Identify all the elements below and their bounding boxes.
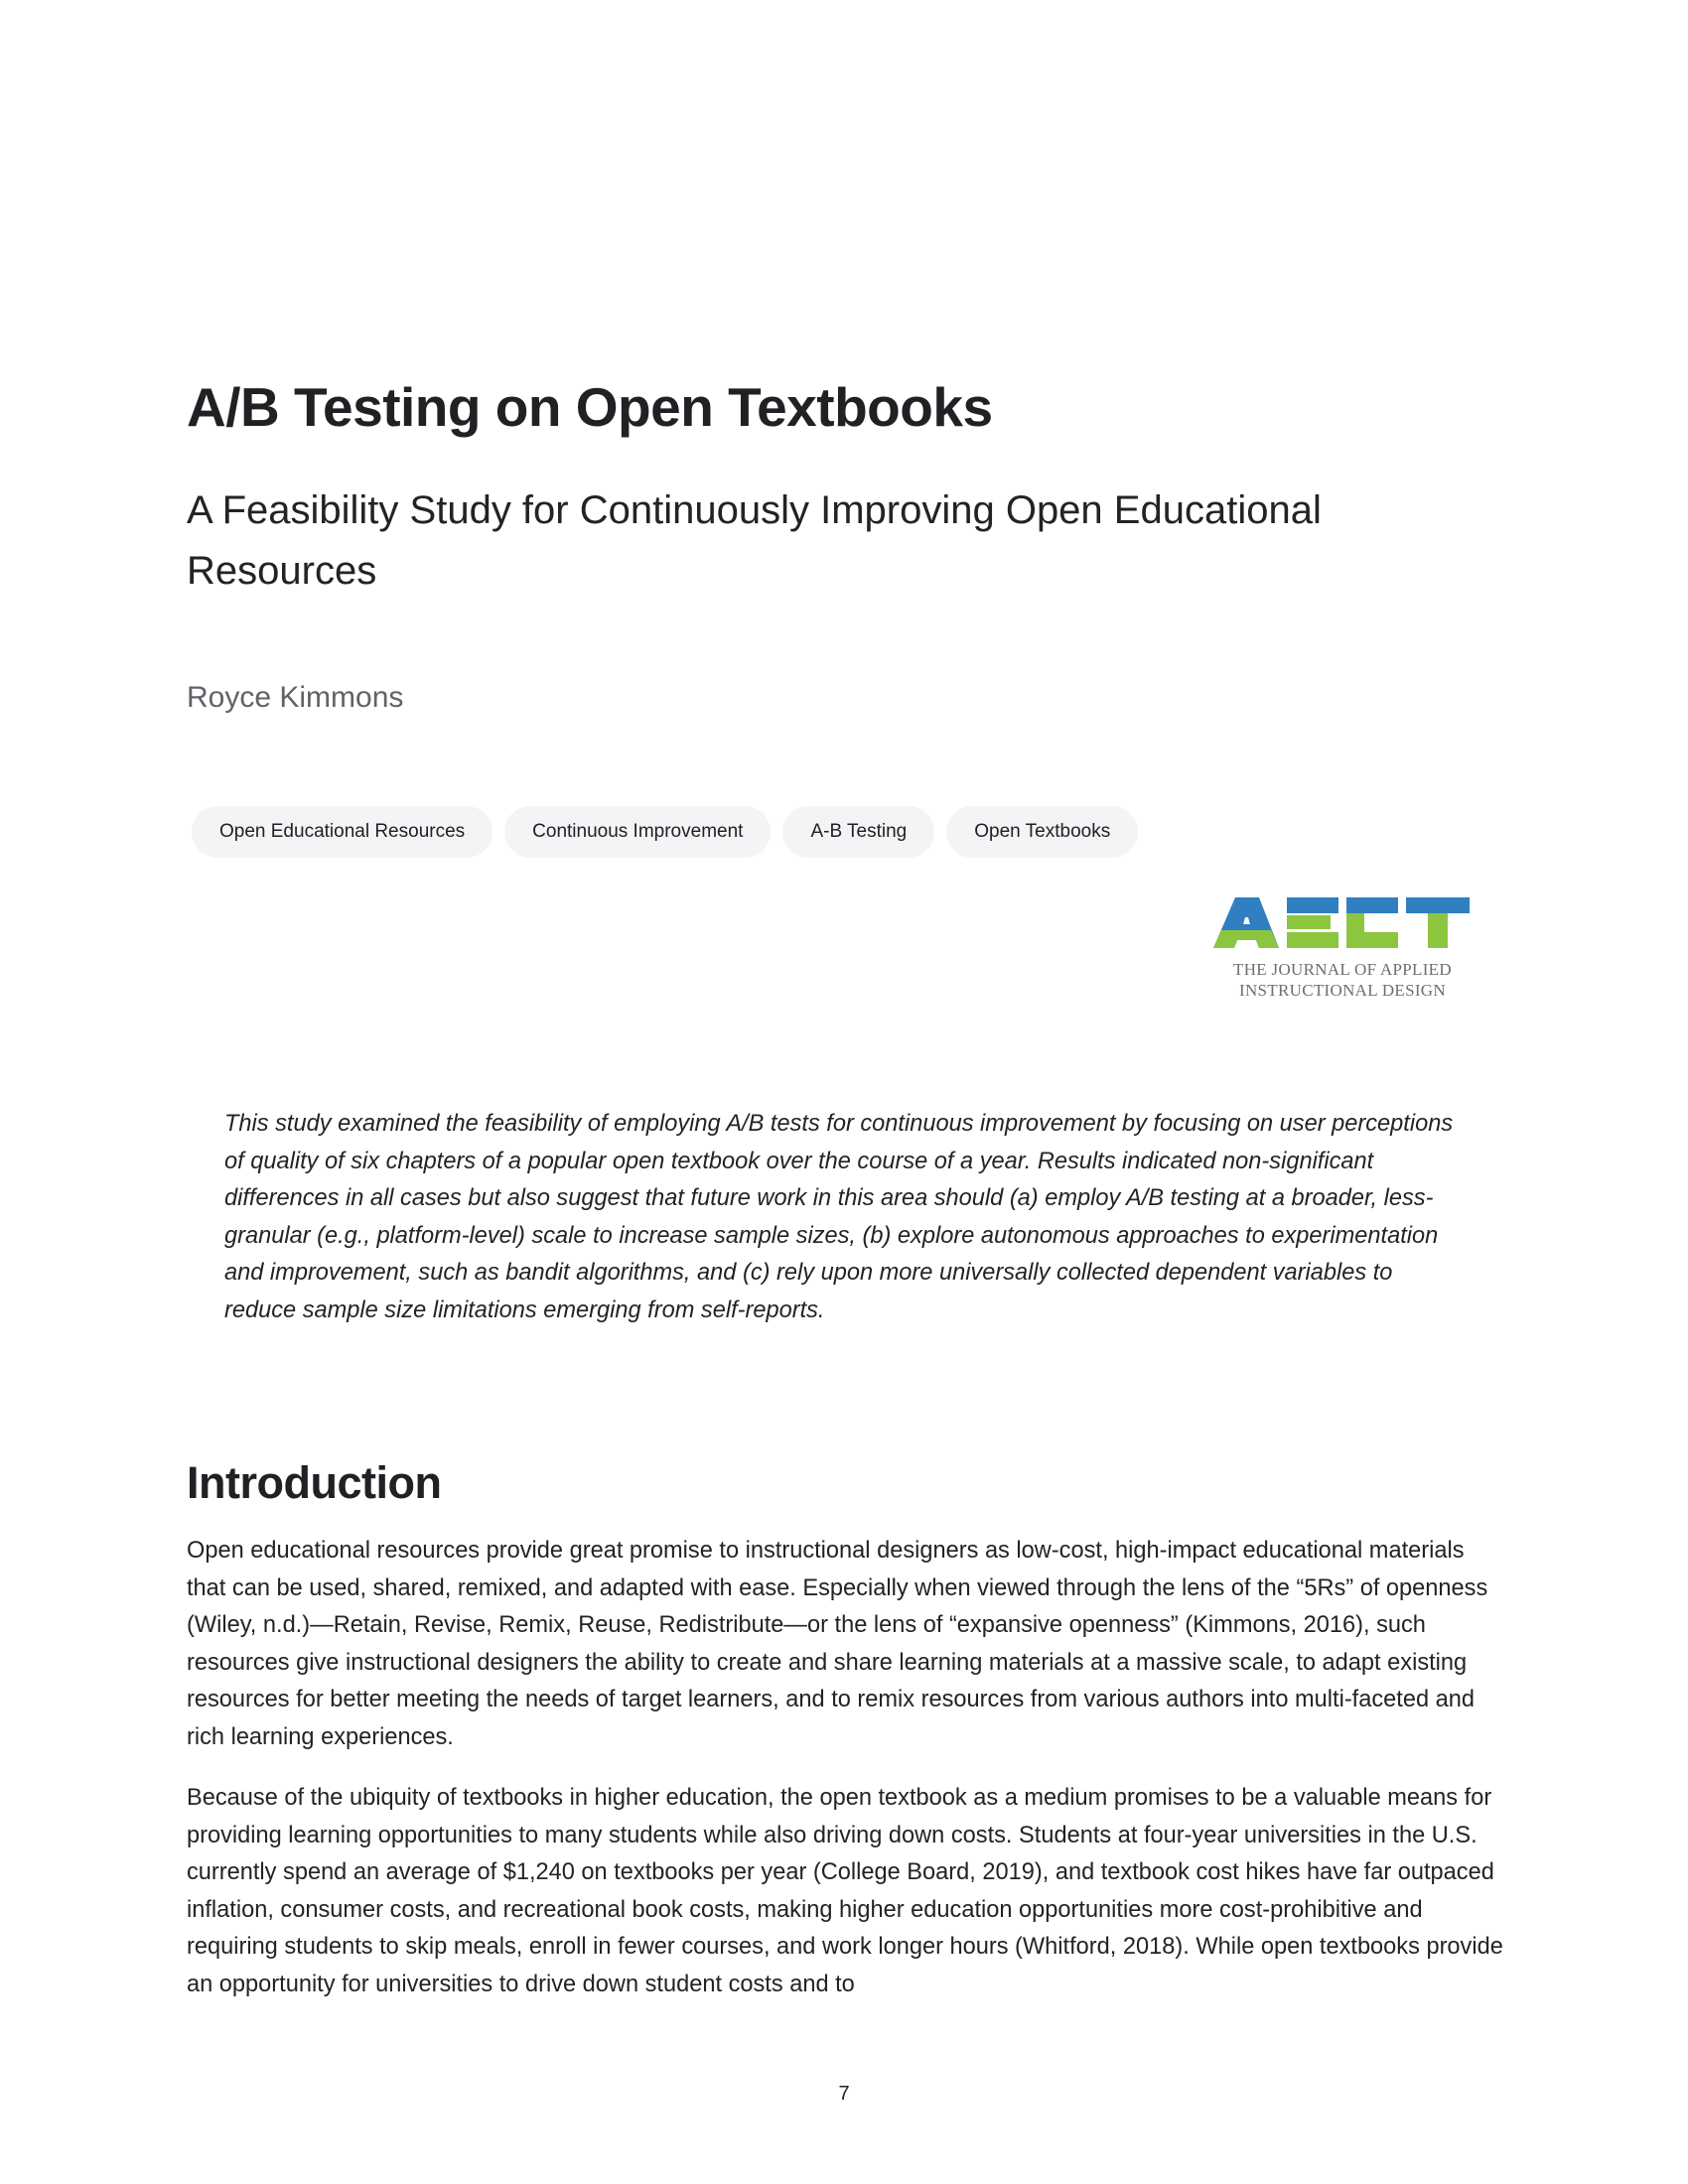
keyword-tag[interactable]: A-B Testing [782,806,934,858]
keyword-tag[interactable]: Open Textbooks [946,806,1138,858]
logo-caption-line: INSTRUCTIONAL DESIGN [1239,981,1446,1000]
body-paragraph: Open educational resources provide great promise to instructional designers as low-cost, high-impact educational materials that can be used, shared, remixed, and adapted with ease. Especially when viewed through the lens of the “5Rs” of openness (Wiley, n.d.)—Retain, Revise, Remix, Reuse, Redistribute—or the lens of “expansive openness” (Kimmons, 2016), such resources give instructional designers the ability to create and share learning materials at a massive scale, to adapt existing resources for better meeting the needs of target learners, and to remix resources from various authors into multi-faceted and rich learning experiences. [187,1538,1488,1750]
logo-caption-line: THE JOURNAL OF APPLIED [1233,960,1452,979]
keyword-tags [192,806,1138,858]
abstract: This study examined the feasibility of employing A/B tests for continuous improvement by focusing on user perceptions of quality of six chapters of a popular open textbook over the course of a year. Results indicated non-significant differences in all cases but also suggest that future work in this area should (a) employ A/B testing at a broader, less-granular (e.g., platform-level) scale to increase sample sizes, (b) explore autonomous approaches to experimentation and improvement, such as bandit algorithms, and (c) rely upon more universally collected dependent variables to reduce sample size limitations emerging from self-reports. [224,1111,1454,1323]
author-name: Royce Kimmons [187,681,404,714]
keyword-tag[interactable]: Open Educational Resources [192,806,492,858]
logo-caption [1213,959,1472,1001]
article-title: A/B Testing on Open Textbooks [187,376,993,438]
keyword-tag[interactable]: Continuous Improvement [504,806,771,858]
article-subtitle: A Feasibility Study for Continuously Improving Open Educational Resources [187,488,1322,593]
section-heading: Introduction [187,1457,442,1508]
aect-logo-mark [1213,897,1470,948]
body-paragraph: Because of the ubiquity of textbooks in higher education, the open textbook as a medium promises to be a valuable means for providing learning opportunities to many students while also driving down costs. Students at four-year universities in the U.S. currently spend an average of $1,240 on textbooks per year (College Board, 2019), and textbook cost hikes have far outpaced inflation, consumer costs, and recreational book costs, making higher education opportunities more cost-prohibitive and requiring students to skip meals, enroll in fewer courses, and work longer hours (Whitford, 2018). While open textbooks provide an opportunity for universities to drive down student costs and to [187,1785,1503,1997]
page-number: 7 [838,2083,850,2105]
